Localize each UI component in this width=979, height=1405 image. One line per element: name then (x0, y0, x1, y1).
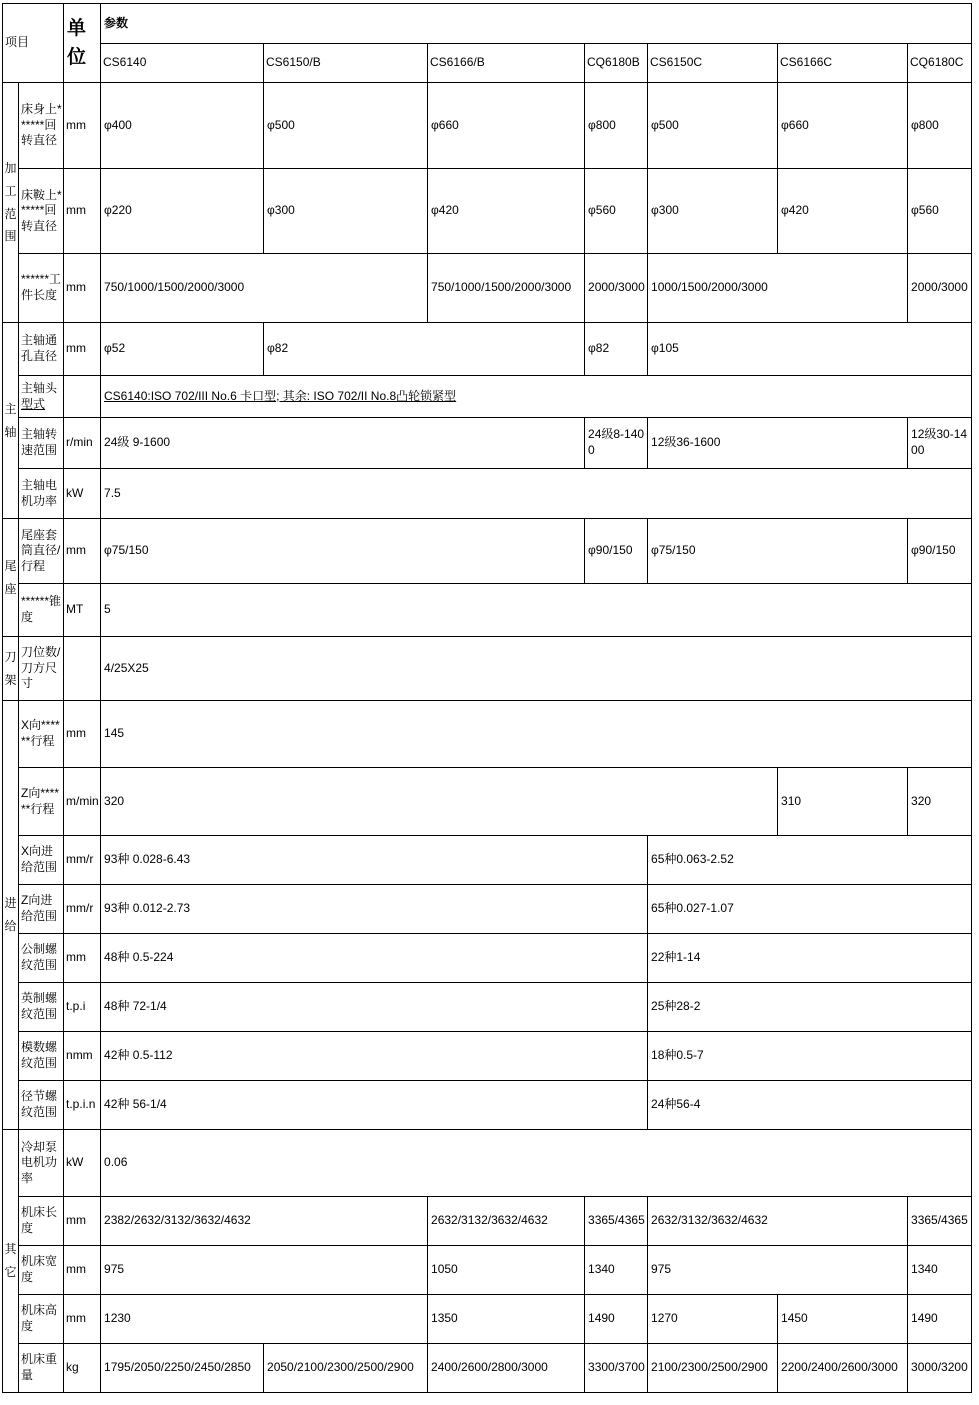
value-cell: 2632/3132/3632/4632 (428, 1197, 585, 1246)
model-header: CS6150/B (264, 44, 428, 83)
row-label: ******工件长度 (19, 254, 64, 323)
value-cell: φ560 (585, 169, 648, 254)
value-cell: 3000/3200 (908, 1344, 972, 1393)
value-cell: 2200/2400/2600/3000 (778, 1344, 908, 1393)
table-row (3, 768, 972, 836)
value-cell: φ660 (778, 83, 908, 169)
value-cell: 1270 (648, 1295, 778, 1344)
value-cell: 65种0.063-2.52 (648, 836, 972, 885)
row-label: Z向进给范围 (19, 885, 64, 934)
value-cell: 310 (778, 768, 908, 836)
table-row (3, 1130, 972, 1197)
row-label: 模数螺纹范围 (19, 1032, 64, 1081)
unit-cell: mm/r (64, 885, 101, 934)
value-cell: 2000/3000 (908, 254, 972, 323)
table-row (3, 169, 972, 254)
value-cell: 3365/4365 (908, 1197, 972, 1246)
unit-cell: nmm (64, 1032, 101, 1081)
table-row (3, 519, 972, 584)
unit-cell: mm (64, 1197, 101, 1246)
row-label: 床身上******回转直径 (19, 83, 64, 169)
table-row (3, 637, 972, 701)
value-cell: 48种 72-1/4 (101, 983, 648, 1032)
value-cell: 145 (101, 701, 972, 768)
value-cell: 18种0.5-7 (648, 1032, 972, 1081)
row-label: 主轴通孔直径 (19, 323, 64, 376)
unit-cell: mm (64, 83, 101, 169)
unit-cell: mm (64, 169, 101, 254)
value-cell: 7.5 (101, 469, 972, 519)
value-cell: 24级8-1400 (585, 418, 648, 469)
table-row (3, 983, 972, 1032)
value-cell: φ220 (101, 169, 264, 254)
value-cell: φ300 (264, 169, 428, 254)
value-cell: 2400/2600/2800/3000 (428, 1344, 585, 1393)
value-cell: φ500 (264, 83, 428, 169)
value-cell: 1340 (585, 1246, 648, 1295)
row-label: 主轴转速范围 (19, 418, 64, 469)
value-cell: φ75/150 (101, 519, 585, 584)
value-cell: φ800 (585, 83, 648, 169)
value-cell: 2100/2300/2500/2900 (648, 1344, 778, 1393)
table-row (3, 418, 972, 469)
group-label: 进给 (3, 701, 19, 1130)
value-cell: 12级36-1600 (648, 418, 908, 469)
table-row (3, 1344, 972, 1393)
value-cell: CS6140:ISO 702/III No.6 卡口型; 其余: ISO 702/II No.8凸轮锁紧型 (101, 376, 972, 418)
row-label: ******锥度 (19, 584, 64, 637)
unit-cell: kg (64, 1344, 101, 1393)
value-cell: 1490 (585, 1295, 648, 1344)
unit-cell: mm (64, 934, 101, 983)
row-label: 刀位数/刀方尺寸 (19, 637, 64, 701)
row-label: 英制螺纹范围 (19, 983, 64, 1032)
value-cell: φ300 (648, 169, 778, 254)
value-cell: 1795/2050/2250/2450/2850 (101, 1344, 264, 1393)
row-label: X向进给范围 (19, 836, 64, 885)
value-cell: 22种1-14 (648, 934, 972, 983)
value-cell: 3300/3700 (585, 1344, 648, 1393)
table-row (3, 836, 972, 885)
value-cell: 1490 (908, 1295, 972, 1344)
value-cell: 93种 0.012-2.73 (101, 885, 648, 934)
unit-cell: kW (64, 1130, 101, 1197)
value-cell: 4/25X25 (101, 637, 972, 701)
row-label: X向******行程 (19, 701, 64, 768)
item-header: 项目 (3, 4, 64, 83)
value-cell: 0.06 (101, 1130, 972, 1197)
value-cell: φ105 (648, 323, 972, 376)
unit-cell: mm (64, 1246, 101, 1295)
value-cell: 750/1000/1500/2000/3000 (428, 254, 585, 323)
row-label: 机床宽度 (19, 1246, 64, 1295)
table-row (3, 584, 972, 637)
value-cell: φ90/150 (585, 519, 648, 584)
value-cell: 1050 (428, 1246, 585, 1295)
group-label: 加工范围 (3, 83, 19, 323)
unit-cell: mm (64, 254, 101, 323)
value-cell: φ75/150 (648, 519, 908, 584)
value-cell: φ52 (101, 323, 264, 376)
table-row (3, 701, 972, 768)
row-label: 机床长度 (19, 1197, 64, 1246)
value-cell: 320 (101, 768, 778, 836)
value-cell: 65种0.027-1.07 (648, 885, 972, 934)
row-label: 主轴电机功率 (19, 469, 64, 519)
value-cell: 1350 (428, 1295, 585, 1344)
row-label: 径节螺纹范围 (19, 1081, 64, 1130)
unit-cell (64, 376, 101, 418)
row-label: 尾座套筒直径/行程 (19, 519, 64, 584)
value-cell: 24级 9-1600 (101, 418, 585, 469)
table-row (3, 323, 972, 376)
param-header: 参数 (101, 4, 972, 44)
value-cell: φ500 (648, 83, 778, 169)
value-cell: 5 (101, 584, 972, 637)
unit-cell: m/min (64, 768, 101, 836)
value-cell: 975 (648, 1246, 908, 1295)
model-header: CS6166C (778, 44, 908, 83)
value-cell: φ420 (778, 169, 908, 254)
unit-cell: kW (64, 469, 101, 519)
spec-table (2, 3, 972, 1393)
value-cell: 42种 0.5-112 (101, 1032, 648, 1081)
unit-cell (64, 637, 101, 701)
row-label: Z向******行程 (19, 768, 64, 836)
table-row (3, 1246, 972, 1295)
model-header: CS6150C (648, 44, 778, 83)
value-cell: 1000/1500/2000/3000 (648, 254, 908, 323)
value-cell: 93种 0.028-6.43 (101, 836, 648, 885)
unit-cell: t.p.i.n (64, 1081, 101, 1130)
unit-cell: MT (64, 584, 101, 637)
unit-cell: mm (64, 701, 101, 768)
value-cell: 320 (908, 768, 972, 836)
model-header: CS6166/B (428, 44, 585, 83)
table-row (3, 934, 972, 983)
table-row (3, 1081, 972, 1130)
value-cell: φ420 (428, 169, 585, 254)
value-cell: 2050/2100/2300/2500/2900 (264, 1344, 428, 1393)
row-label: 公制螺纹范围 (19, 934, 64, 983)
unit-cell: mm/r (64, 836, 101, 885)
unit-cell: r/min (64, 418, 101, 469)
group-label: 其它 (3, 1130, 19, 1393)
group-label: 尾座 (3, 519, 19, 637)
unit-cell: mm (64, 1295, 101, 1344)
value-cell: 1340 (908, 1246, 972, 1295)
value-cell: 12级30-1400 (908, 418, 972, 469)
value-cell: φ82 (585, 323, 648, 376)
value-cell: φ90/150 (908, 519, 972, 584)
model-header: CQ6180C (908, 44, 972, 83)
value-cell: 3365/4365 (585, 1197, 648, 1246)
value-cell: 975 (101, 1246, 428, 1295)
table-row (3, 254, 972, 323)
value-cell: 2382/2632/3132/3632/4632 (101, 1197, 428, 1246)
group-label: 刀架 (3, 637, 19, 701)
unit-cell: mm (64, 323, 101, 376)
unit-cell: mm (64, 519, 101, 584)
value-cell: 2632/3132/3632/4632 (648, 1197, 908, 1246)
table-row (3, 1197, 972, 1246)
value-cell: 2000/3000 (585, 254, 648, 323)
table-row (3, 1295, 972, 1344)
value-cell: φ560 (908, 169, 972, 254)
value-cell: 42种 56-1/4 (101, 1081, 648, 1130)
value-cell: 750/1000/1500/2000/3000 (101, 254, 428, 323)
table-row (3, 83, 972, 169)
table-header-row-2 (3, 44, 972, 83)
value-cell: φ400 (101, 83, 264, 169)
table-row (3, 885, 972, 934)
row-label: 冷却泵电机功率 (19, 1130, 64, 1197)
row-label: 主轴头型式 (19, 376, 64, 418)
row-label: 床鞍上******回转直径 (19, 169, 64, 254)
table-row (3, 469, 972, 519)
unit-cell: t.p.i (64, 983, 101, 1032)
value-cell: 1230 (101, 1295, 428, 1344)
value-cell: 24种56-4 (648, 1081, 972, 1130)
value-cell: 25种28-2 (648, 983, 972, 1032)
table-header-row-1 (3, 4, 972, 44)
group-label: 主轴 (3, 323, 19, 519)
table-row (3, 1032, 972, 1081)
value-cell: φ82 (264, 323, 585, 376)
value-cell: 1450 (778, 1295, 908, 1344)
model-header: CQ6180B (585, 44, 648, 83)
value-cell: φ660 (428, 83, 585, 169)
row-label: 机床高度 (19, 1295, 64, 1344)
table-row (3, 376, 972, 418)
model-header: CS6140 (101, 44, 264, 83)
value-cell: φ800 (908, 83, 972, 169)
row-label: 机床重量 (19, 1344, 64, 1393)
unit-header: 单位 (64, 4, 101, 83)
value-cell: 48种 0.5-224 (101, 934, 648, 983)
